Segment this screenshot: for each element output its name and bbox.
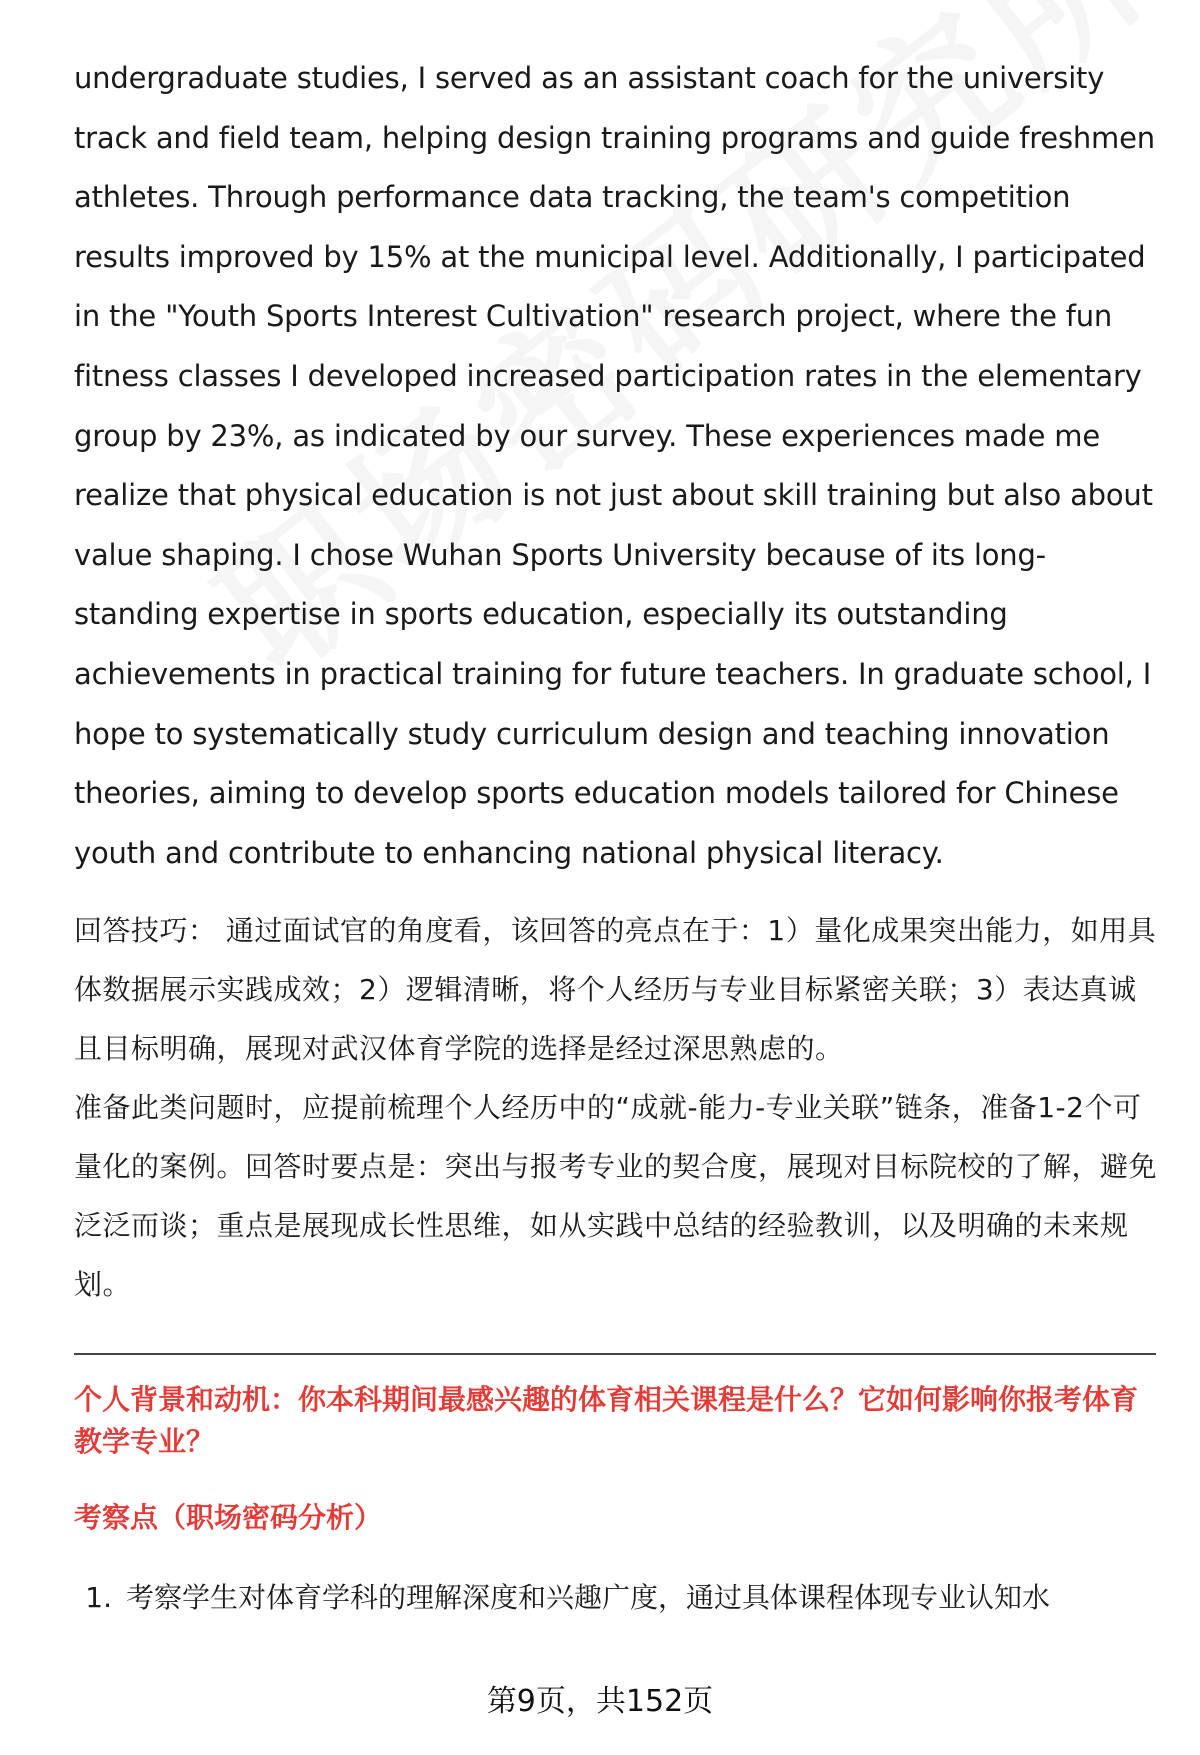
english-answer-paragraph: undergraduate studies, I served as an assistant coach for the university track and field team, helping design training programs and guide freshmen athletes. Through performance data tracking, the team's competition results improved by 15% at the municipal level. Additionally, I participated in the "Youth Sports Interest Cultivation" research project, where the fun fitness classes I developed increased participation rates in the elementary group by 23%, as indicated by our survey. These experiences made me realize that physical education is not just about skill training but also about value shaping. I chose Wuhan Sports University because of its long-standing expertise in sports education, especially its outstanding achievements in practical training for future teachers. In graduate school, I hope to systematically study curriculum design and teaching innovation theories, aiming to develop sports education models tailored for Chinese youth and contribute to enhancing national physical literacy. [74, 61, 1155, 870]
preparation-paragraph: 准备此类问题时，应提前梳理个人经历中的“成就-能力-专业关联”链条，准备1-2个可量化的案例。回答时要点是：突出与报考专业的契合度，展现对目标院校的了解，避免泛泛而谈；重点是展现成长性思维，如从实践中总结的经验教训，以及明确的未来规划。 [74, 1091, 1158, 1302]
section-divider [74, 1353, 1156, 1355]
answer-tips-block [74, 901, 1159, 1314]
interview-question: 个人背景和动机：你本科期间最感兴趣的体育相关课程是什么？它如何影响你报考体育教学专业？ [74, 1383, 1139, 1459]
page-content [74, 49, 1159, 1619]
page-number-footer: 第9页，共152页 [486, 1684, 714, 1719]
list-item-number: 1. [85, 1581, 112, 1615]
answer-tips-paragraph [74, 901, 1159, 1078]
list-item [74, 1577, 1159, 1619]
assessment-points-list [74, 1577, 1159, 1619]
tips-label: 回答技巧： [74, 914, 217, 948]
list-item-text: 考察学生对体育学科的理解深度和兴趣广度，通过具体课程体现专业认知水 [126, 1581, 1051, 1615]
assessment-points-heading: 考察点（职场密码分析） [74, 1501, 383, 1535]
tips-text: 通过面试官的角度看，该回答的亮点在于：1）量化成果突出能力，如用具体数据展示实践成效；2）逻辑清晰，将个人经历与专业目标紧密关联；3）表达真诚且目标明确，展现对武汉体育学院的选择是经过深思熟虑的。 [74, 914, 1157, 1066]
